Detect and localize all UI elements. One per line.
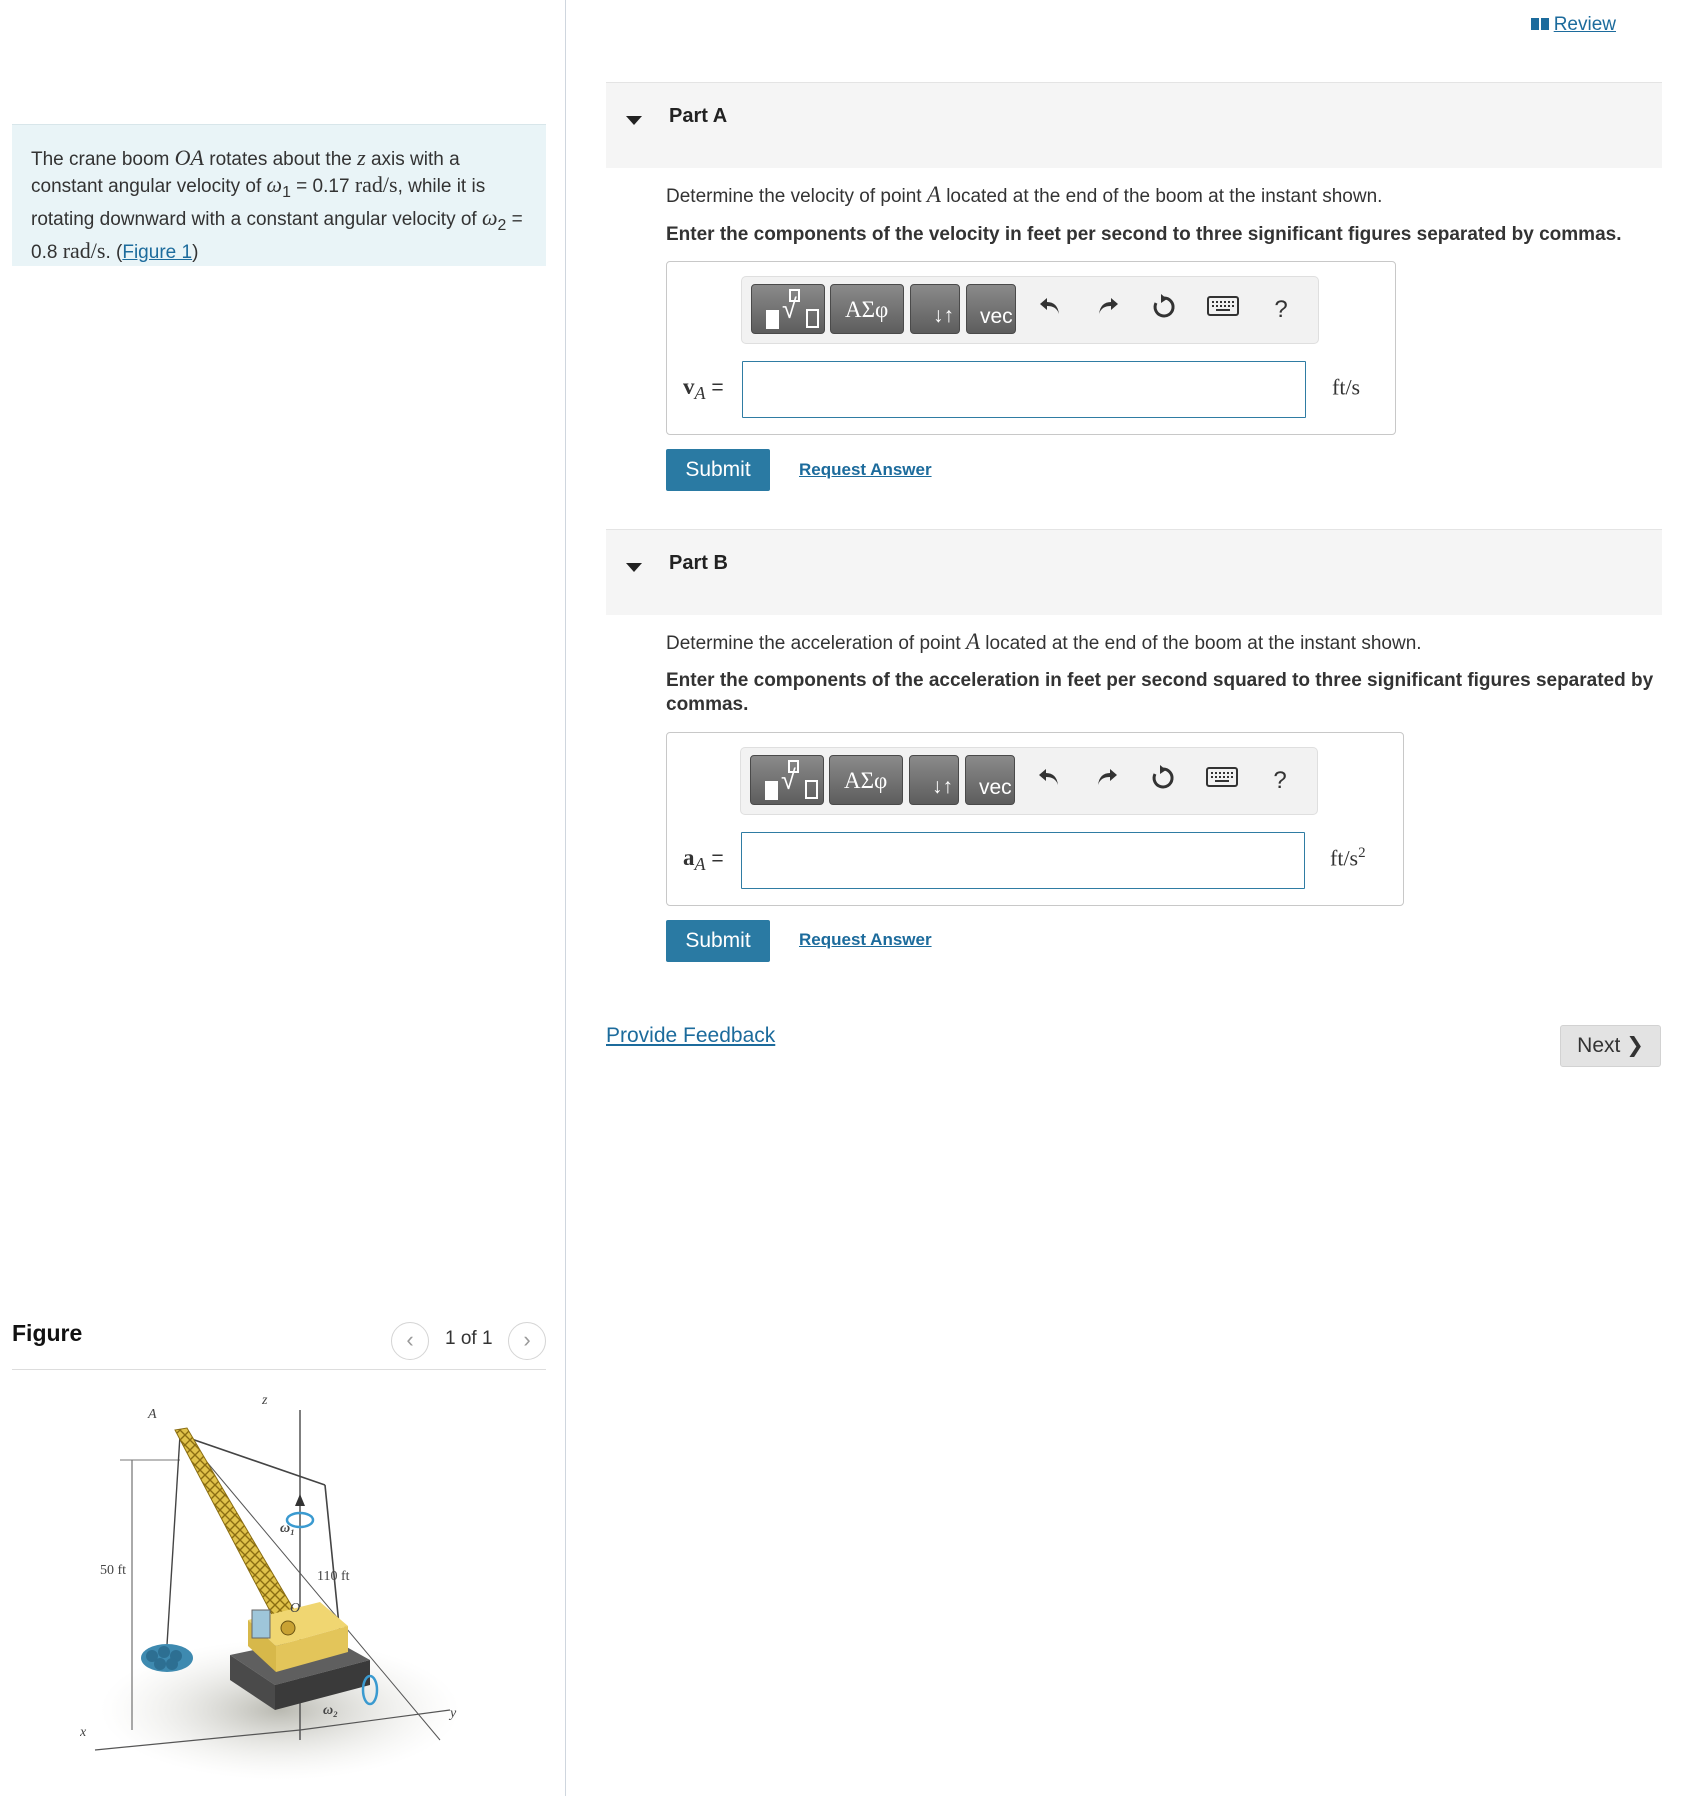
- problem-text: axis with a constant angular velocity of: [31, 149, 460, 197]
- math-toolbar: [740, 747, 1318, 815]
- part-b-question: [666, 629, 1666, 655]
- redo-icon: [1094, 764, 1120, 790]
- greek-letters-icon: ΑΣφ: [844, 768, 888, 793]
- help-icon[interactable]: ?: [1274, 296, 1288, 323]
- figure-next-button[interactable]: [508, 1322, 546, 1360]
- chevron-left-icon: ‹: [406, 1327, 414, 1352]
- equals-sign: =: [705, 376, 724, 399]
- redo-icon: [1095, 293, 1121, 319]
- part-b-header[interactable]: [606, 529, 1662, 615]
- reset-button[interactable]: [1146, 764, 1180, 798]
- math-toolbar: [741, 276, 1319, 344]
- part-b-answer-box: [666, 732, 1404, 906]
- part-a-submit-button[interactable]: Submit: [666, 449, 770, 491]
- label-z: z: [262, 1393, 268, 1408]
- next-label: Next: [1577, 1034, 1621, 1057]
- label-o: O: [290, 1601, 301, 1616]
- part-b-request-answer-link[interactable]: Request Answer: [799, 930, 932, 949]
- templates-button[interactable]: √: [750, 755, 824, 805]
- problem-text: The crane boom: [31, 149, 175, 170]
- undo-button[interactable]: [1033, 293, 1067, 327]
- part-a-instruction: Enter the components of the velocity in feet per second to three significant figures separated by commas.: [666, 224, 1622, 245]
- chevron-right-icon: ❯: [1626, 1034, 1644, 1057]
- panel-divider: [565, 0, 566, 1796]
- velocity-label: [683, 374, 724, 403]
- label-110ft: 110 ft: [317, 1569, 350, 1584]
- problem-text: . (: [105, 241, 123, 263]
- redo-button[interactable]: [1091, 293, 1125, 327]
- provide-feedback-link[interactable]: Provide Feedback: [606, 1024, 776, 1047]
- crane-figure: [80, 1390, 480, 1790]
- omega1-symbol: ω: [266, 172, 283, 197]
- boom-symbol: OA: [174, 145, 204, 170]
- undo-button[interactable]: [1032, 764, 1066, 798]
- velocity-unit: [1332, 374, 1360, 400]
- var-symbol: v: [683, 374, 695, 399]
- figure-header: [12, 1314, 546, 1370]
- label-omega2: ω₂: [323, 1703, 339, 1718]
- var-subscript: A: [694, 854, 706, 874]
- vector-button[interactable]: [965, 755, 1015, 805]
- help-icon[interactable]: ?: [1273, 767, 1287, 794]
- review-label: Review: [1553, 14, 1616, 35]
- omega1-subscript: 1: [282, 183, 291, 201]
- part-a-title: Part A: [669, 105, 728, 127]
- part-a-answer-box: [666, 261, 1396, 435]
- vector-icon: vec: [979, 776, 1012, 799]
- figure-prev-button[interactable]: [391, 1322, 429, 1360]
- keyboard-icon: [1207, 295, 1239, 317]
- greek-letters-icon: ΑΣφ: [845, 297, 889, 322]
- keyboard-icon: [1206, 766, 1238, 788]
- subscript-icon: ↓↑: [933, 304, 954, 327]
- figure-page-count: 1 of 1: [445, 1328, 493, 1349]
- reset-button[interactable]: [1147, 293, 1181, 327]
- hoist-cable: [167, 1435, 180, 1645]
- label-a: A: [148, 1407, 157, 1422]
- label-y: y: [450, 1706, 457, 1721]
- collapse-caret-icon[interactable]: [626, 563, 642, 572]
- unit-text: ft/s: [1332, 374, 1361, 400]
- next-button[interactable]: [1560, 1025, 1661, 1067]
- templates-button[interactable]: √: [751, 284, 825, 334]
- problem-text: , while it is rotating downward with a constant angular velocity of: [31, 176, 486, 230]
- acceleration-unit: [1330, 845, 1366, 871]
- subscript-icon: ↓↑: [932, 775, 953, 798]
- problem-statement: [12, 124, 546, 266]
- acceleration-label: [683, 845, 724, 874]
- keyboard-button[interactable]: [1203, 764, 1241, 798]
- question-text: located at the end of the boom at the instant shown.: [940, 186, 1383, 207]
- label-x: x: [80, 1725, 87, 1740]
- unit-sup: 2: [1358, 845, 1366, 861]
- acceleration-input[interactable]: [741, 832, 1305, 889]
- subscript-button[interactable]: [909, 755, 959, 805]
- axis-symbol: z: [357, 145, 366, 170]
- label-50ft: 50 ft: [100, 1563, 127, 1578]
- question-text: located at the end of the boom at the instant shown.: [980, 633, 1422, 654]
- part-b-instruction: Enter the components of the acceleration in feet per second squared to three significant figures separated by commas.: [666, 670, 1654, 715]
- part-a-request-answer-link[interactable]: Request Answer: [799, 460, 932, 479]
- undo-icon: [1037, 293, 1063, 319]
- omega2-unit: rad/s: [62, 237, 106, 263]
- subscript-button[interactable]: [910, 284, 960, 334]
- part-a-question: [666, 182, 1666, 208]
- var-symbol: a: [683, 845, 695, 870]
- problem-text: rotates about the: [203, 149, 358, 170]
- question-text: Determine the velocity of point: [666, 186, 927, 207]
- point-symbol: A: [926, 182, 941, 207]
- figure-title: Figure: [12, 1320, 83, 1346]
- book-icon: [1530, 17, 1550, 31]
- unit-text: ft/s: [1330, 845, 1359, 871]
- redo-button[interactable]: [1090, 764, 1124, 798]
- figure-link[interactable]: Figure 1: [122, 241, 193, 263]
- left-panel: [0, 0, 565, 1796]
- undo-icon: [1036, 764, 1062, 790]
- part-b-submit-button[interactable]: Submit: [666, 920, 770, 962]
- load-bundle: [141, 1644, 193, 1672]
- question-text: Determine the acceleration of point: [666, 633, 966, 654]
- omega2-value: = 0.8: [31, 208, 523, 263]
- greek-letters-button[interactable]: [830, 284, 904, 334]
- reset-icon: [1149, 764, 1177, 792]
- vector-button[interactable]: [966, 284, 1016, 334]
- problem-text: ): [192, 241, 199, 263]
- omega1-unit: rad/s: [354, 172, 398, 197]
- var-subscript: A: [694, 383, 706, 403]
- part-a-header[interactable]: [606, 82, 1662, 168]
- vector-icon: vec: [980, 305, 1013, 328]
- label-omega1: ω₁: [280, 1521, 296, 1536]
- point-symbol: A: [965, 629, 981, 654]
- reset-icon: [1150, 293, 1178, 321]
- omega2-subscript: 2: [497, 216, 507, 234]
- collapse-caret-icon[interactable]: [626, 116, 642, 125]
- omega1-value: = 0.17: [290, 176, 355, 197]
- greek-letters-button[interactable]: [829, 755, 903, 805]
- keyboard-button[interactable]: [1204, 293, 1242, 327]
- velocity-input[interactable]: [742, 361, 1306, 418]
- chevron-right-icon: ›: [523, 1327, 531, 1352]
- part-b-title: Part B: [669, 552, 728, 574]
- equals-sign: =: [705, 847, 724, 870]
- review-link[interactable]: [1530, 14, 1616, 36]
- omega2-symbol: ω: [481, 204, 498, 230]
